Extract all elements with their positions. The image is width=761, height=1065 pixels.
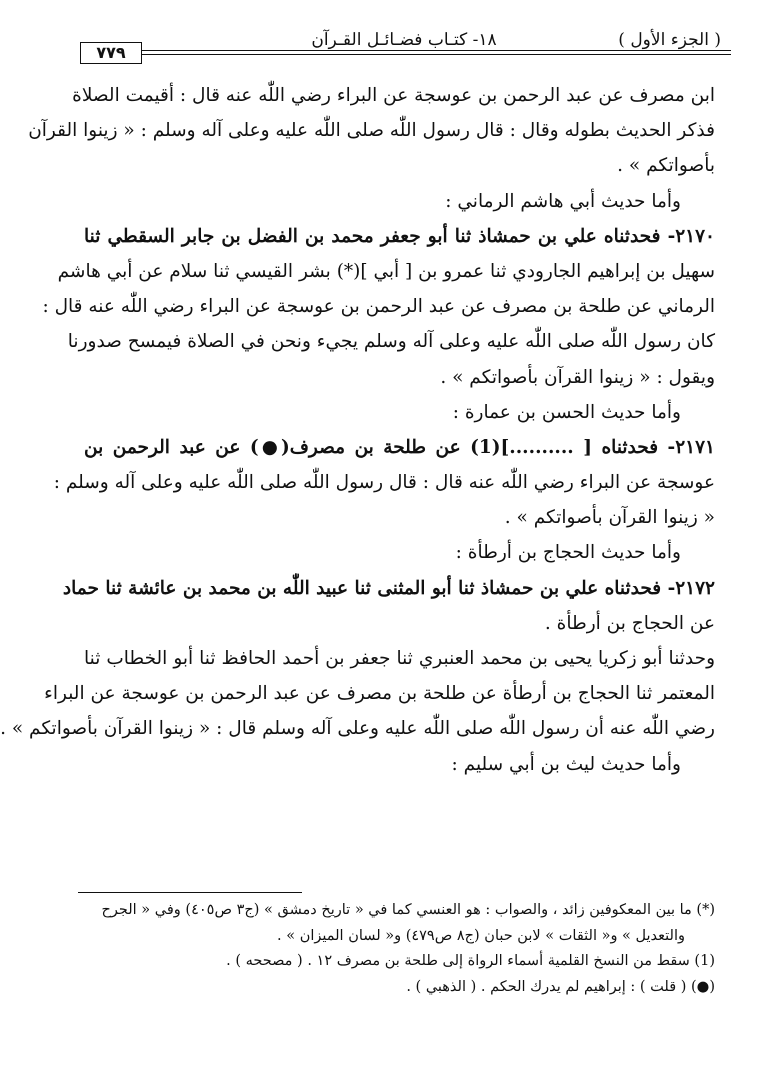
main-text [0,78,715,782]
section-heading: وأما حديث الحجاج بن أرطأة : [455,542,681,564]
hadith-2170-start: ٢١٧٠- فحدثناه علي بن حمشاذ ثنا أبو جعفر محمد بن الفضل بن جابر السقطي ثنا [84,225,715,247]
page-number: ٧٧٩ [80,42,142,64]
text-line: رضي اللّٰه عنه أن رسول اللّٰه صلى اللّٰه عليه وعلى آله وسلم قال : « زينوا القرآن بأصواتكم » . [0,718,715,740]
text-line: الرماني عن طلحة بن مصرف عن عبد الرحمن بن عوسجة عن البراء رضي اللّٰه عنه قال : [42,296,715,318]
footnote-separator [78,892,302,893]
text-line: ويقول : « زينوا القرآن بأصواتكم » . [440,366,715,388]
section-heading: وأما حديث أبي هاشم الرماني : [445,190,681,212]
footnote-dot: (●) ( قلت ) : إبراهيم لم يدرك الحكم . ( الذهبي ) . [406,978,715,995]
text-line: المعتمر ثنا الحجاج بن أرطأة عن طلحة بن مصرف عن عبد الرحمن بن عوسجة عن البراء [44,683,715,705]
footnote-1: (1) سقط من النسخ القلمية أسماء الرواة إلى طلحة بن مصرف ١٢ . ( مصححه ) . [226,953,715,969]
text-line: عوسجة عن البراء رضي اللّٰه عنه قال : قال رسول اللّٰه صلى اللّٰه عليه وعلى آله وسلم : [53,472,715,494]
section-heading: وأما حديث الحسن بن عمارة : [452,401,681,423]
text-line: سهيل بن إبراهيم الجارودي ثنا عمرو بن [ أبي ](*) بشر القيسي ثنا سلام عن أبي هاشم [57,260,715,282]
section-heading: وأما حديث ليث بن أبي سليم : [451,753,681,775]
footnote-star: (*) ما بين المعكوفين زائد ، والصواب : هو العنسي كما في « تاريخ دمشق » (ج٣ ص٤٠٥) وفي « الجرح [101,902,715,918]
footnote-star-continued: والتعديل » و« الثقات » لابن حبان (ج٨ ص٤٧٩) و« لسان الميزان » . [277,927,685,944]
text-line: بأصواتكم » . [617,155,715,177]
hadith-2172-start: ٢١٧٢- فحدثناه علي بن حمشاذ ثنا أبو المثنى ثنا عبيد اللّٰه بن محمد بن عائشة ثنا حماد [62,577,715,599]
hadith-2171-start: ٢١٧١- فحدثناه [ ..........](1) عن طلحة بن مصرف(●) عن عبد الرحمن بن [84,436,715,458]
text-line: عن الحجاج بن أرطأة . [544,612,715,634]
text-line: وحدثنا أبو زكريا يحيى بن محمد العنبري ثنا جعفر بن أحمد الحافظ ثنا أبو الخطاب ثنا [84,648,715,669]
footnotes [70,898,715,1000]
text-line: « زينوا القرآن بأصواتكم » . [504,507,715,529]
text-line: ابن مصرف عن عبد الرحمن بن عوسجة عن البراء رضي اللّٰه عنه قال : أقيمت الصلاة [72,85,715,106]
text-line: فذكر الحديث بطوله وقال : قال رسول اللّٰه صلى اللّٰه عليه وعلى آله وسلم : « زينوا القرآن [28,120,715,142]
chapter-title: ١٨- كتـاب فضـائـل القـرآن [311,30,497,50]
text-line: كان رسول اللّٰه صلى اللّٰه عليه وعلى آله وسلم يجيء ونحن في الصلاة فيمسح صدورنا [67,331,715,353]
header-rule [80,46,731,60]
part-label: ( الجزء الأول ) [618,30,721,50]
